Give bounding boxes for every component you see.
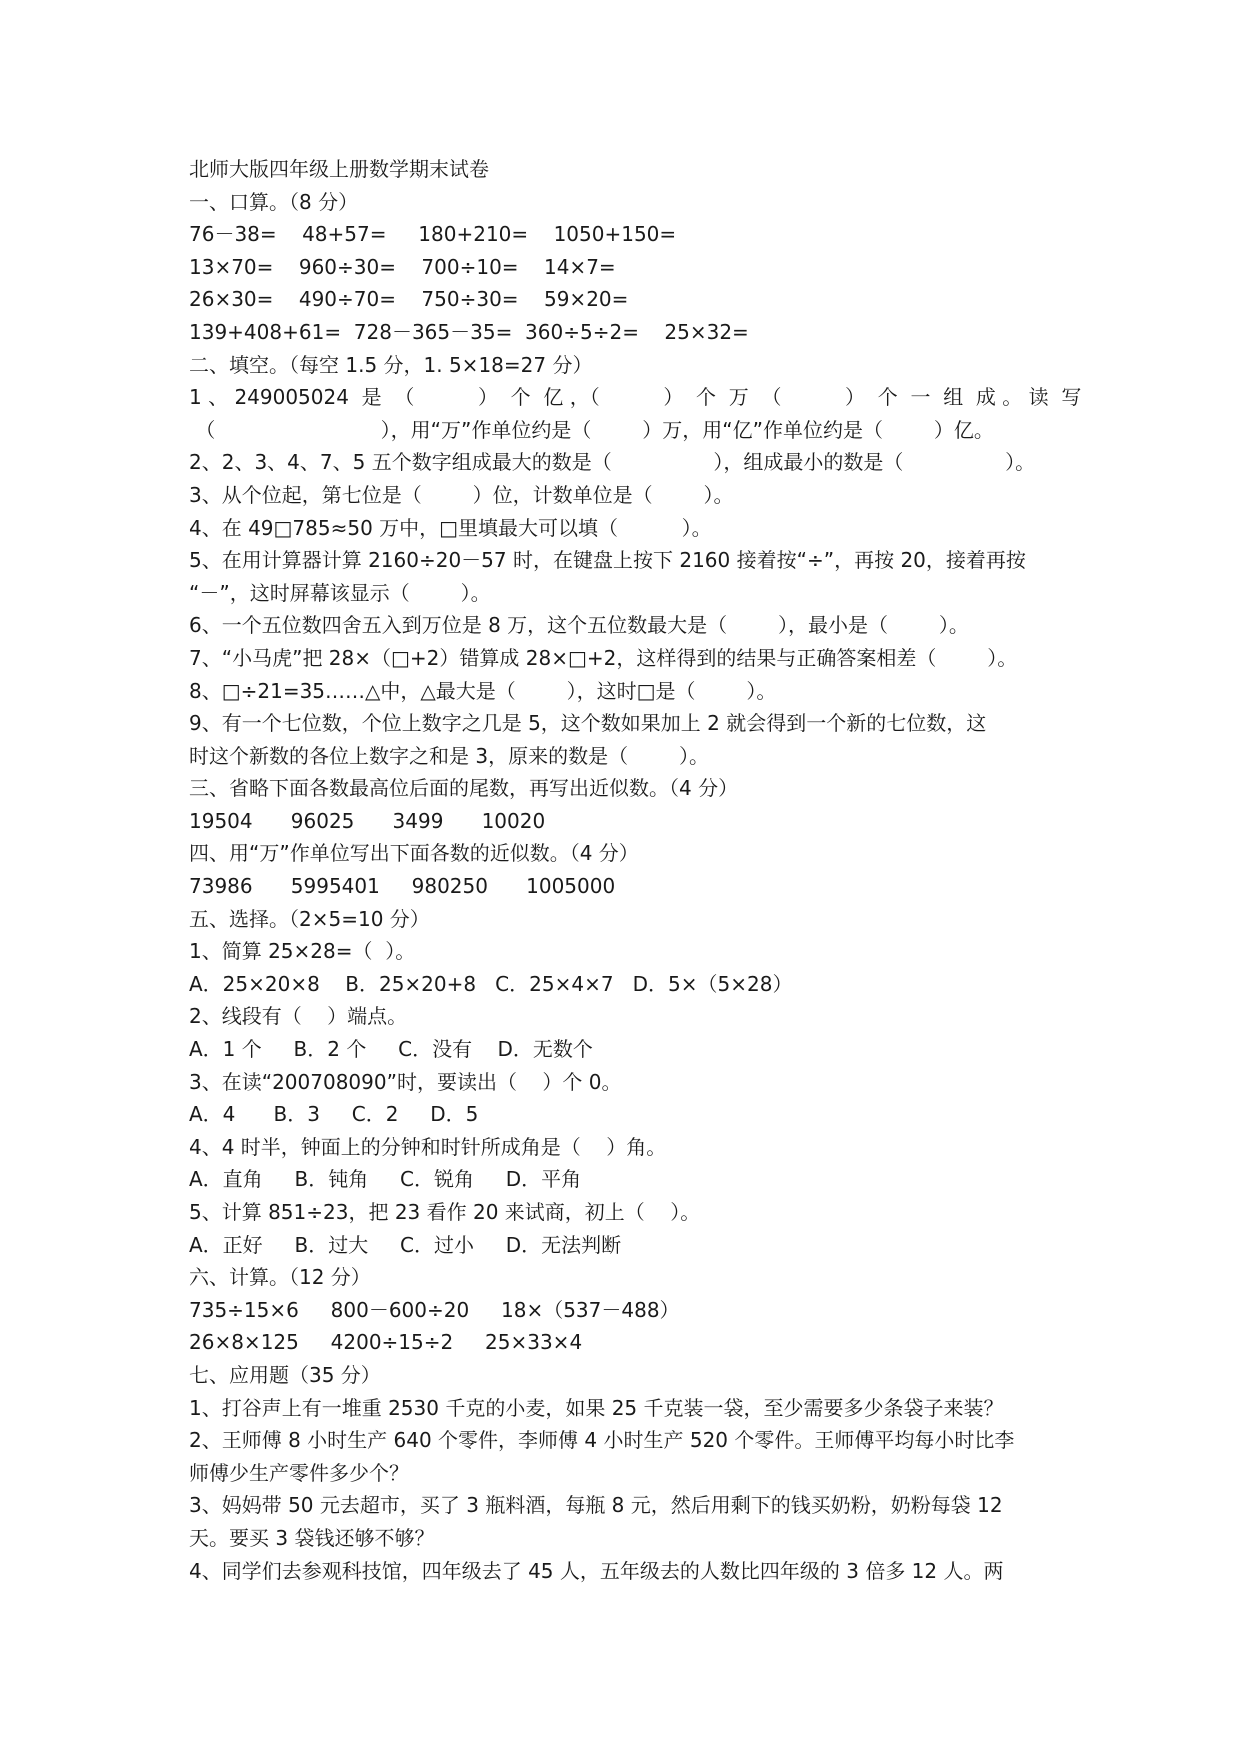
exam-line: 一、口算。（8 分） xyxy=(189,189,359,214)
exam-line: 76－38= 48+57= 180+210= 1050+150= xyxy=(189,222,677,247)
exam-line: 3、在读“200708090”时，要读出（ ）个 0。 xyxy=(189,1069,622,1094)
exam-content xyxy=(189,153,1082,1587)
exam-line: 2、2、3、4、7、5 五个数字组成最大的数是（ ），组成最小的数是（ ）。 xyxy=(189,450,1036,475)
exam-line: 时这个新数的各位上数字之和是 3，原来的数是（ ）。 xyxy=(189,743,709,768)
exam-line: 13×70= 960÷30= 700÷10= 14×7= xyxy=(189,254,616,279)
exam-line: 5、计算 851÷23，把 23 看作 20 来试商，初上（ ）。 xyxy=(189,1200,701,1224)
exam-line: 1 、 249005024 是 （ ） 个 亿 ，（ ） 个 万 （ ） 个 一 组 成 。 读 写 xyxy=(189,385,1082,410)
exam-line: A．1 个 B．2 个 C．没有 D．无数个 xyxy=(189,1037,593,1062)
exam-line: 1、简算 25×28=（ ）。 xyxy=(189,939,416,964)
exam-lines xyxy=(189,186,1082,1588)
exam-line: 3、妈妈带 50 元去超市，买了 3 瓶料酒，每瓶 8 元，然后用剩下的钱买奶粉，奶粉每袋 12 xyxy=(189,1493,1003,1518)
exam-line: 四、用“万”作单位写出下面各数的近似数。（4 分） xyxy=(189,841,639,866)
exam-line: 26×8×125 4200÷15÷2 25×33×4 xyxy=(189,1330,583,1355)
exam-line: 139+408+61= 728－365－35= 360÷5÷2= 25×32= xyxy=(189,319,749,344)
exam-line: 7、“小马虎”把 28×（□+2）错算成 28×□+2，这样得到的结果与正确答案相差（ ）。 xyxy=(189,645,1018,670)
exam-line: 5、在用计算器计算 2160÷20－57 时，在键盘上按下 2160 接着按“÷”，再按 20，接着再按 xyxy=(189,548,1026,573)
exam-line: A．直角 B．钝角 C．锐角 D．平角 xyxy=(189,1167,582,1192)
exam-line: 师傅少生产零件多少个？ xyxy=(189,1460,409,1485)
exam-line: （ ），用“万”作单位约是（ ）万，用“亿”作单位约是（ ）亿。 xyxy=(189,417,994,442)
exam-line: 9、有一个七位数，个位上数字之几是 5，这个数如果加上 2 就会得到一个新的七位数，这 xyxy=(189,711,987,736)
exam-line: A．4 B．3 C．2 D．5 xyxy=(189,1102,479,1127)
exam-line: A．25×20×8 B．25×20+8 C．25×4×7 D．5×（5×28） xyxy=(189,971,793,996)
exam-line: 二、填空。（每空 1.5 分，1. 5×18=27 分） xyxy=(189,352,593,377)
exam-line: A．正好 B．过大 C．过小 D．无法判断 xyxy=(189,1232,622,1257)
exam-line: 2、线段有（ ）端点。 xyxy=(189,1004,408,1029)
exam-line: 6、一个五位数四舍五入到万位是 8 万，这个五位数最大是（ ），最小是（ ）。 xyxy=(189,613,969,638)
exam-line: “－”，这时屏幕该显示（ ）。 xyxy=(189,580,491,605)
exam-line: 19504 96025 3499 10020 xyxy=(189,808,546,833)
exam-line: 七、应用题（35 分） xyxy=(189,1362,381,1387)
exam-line: 4、4 时半，钟面上的分钟和时针所成角是（ ）角。 xyxy=(189,1134,667,1159)
exam-line: 73986 5995401 980250 1005000 xyxy=(189,874,616,899)
exam-line: 三、省略下面各数最高位后面的尾数，再写出近似数。（4 分） xyxy=(189,776,739,801)
exam-line: 1、打谷声上有一堆重 2530 千克的小麦，如果 25 千克装一袋，至少需要多少条袋子来装？ xyxy=(189,1395,1004,1420)
exam-line: 4、同学们去参观科技馆，四年级去了 45 人，五年级去的人数比四年级的 3 倍多 12 人。两 xyxy=(189,1558,1004,1583)
exam-title: 北师大版四年级上册数学期末试卷 xyxy=(189,157,489,181)
exam-line: 六、计算。（12 分） xyxy=(189,1265,371,1290)
exam-line: 3、从个位起，第七位是（ ）位，计数单位是（ ）。 xyxy=(189,482,734,507)
exam-line: 4、在 49□785≈50 万中，□里填最大可以填（ ）。 xyxy=(189,515,712,540)
exam-line: 8、□÷21=35……△中，△最大是（ ），这时□是（ ）。 xyxy=(189,678,777,703)
exam-line: 26×30= 490÷70= 750÷30= 59×20= xyxy=(189,287,629,312)
exam-line: 735÷15×6 800－600÷20 18×（537－488） xyxy=(189,1297,680,1322)
exam-line: 天。要买 3 袋钱还够不够？ xyxy=(189,1525,435,1550)
exam-line: 五、选择。（2×5=10 分） xyxy=(189,906,430,931)
exam-line: 2、王师傅 8 小时生产 640 个零件，李师傅 4 小时生产 520 个零件。王师傅平均每小时比李 xyxy=(189,1428,1015,1453)
